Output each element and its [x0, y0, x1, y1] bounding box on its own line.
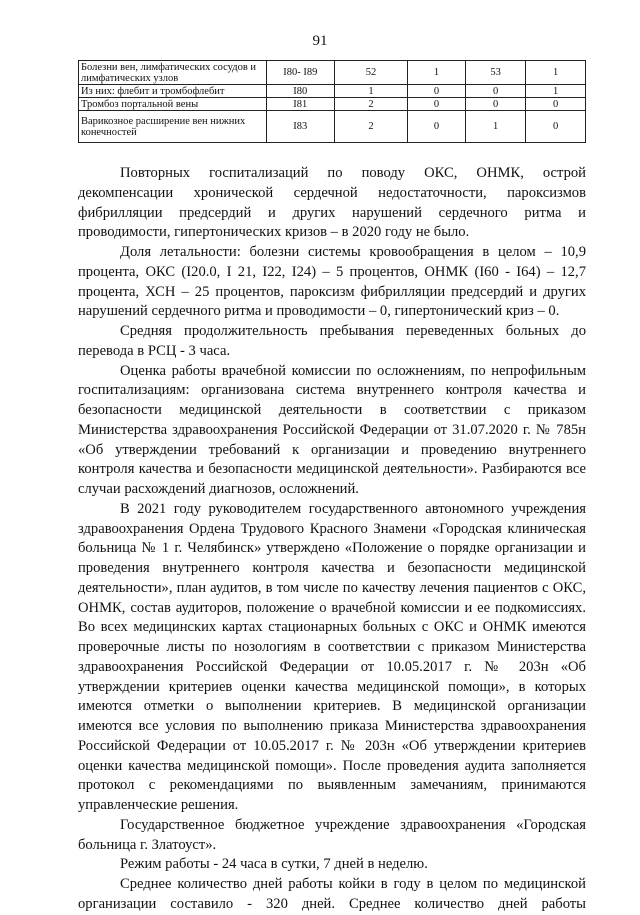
- table-cell-value: 2: [334, 111, 407, 143]
- paragraph: Режим работы - 24 часа в сутки, 7 дней в неделю.: [120, 856, 428, 873]
- table-cell-code: I80: [266, 85, 334, 98]
- table-cell-value: 1: [408, 61, 466, 85]
- paragraph: Доля летальности: болезни системы кровообращения в целом – 10,9 процента, ОКС (I20.0, I 21, I22, I24) – 5 процентов, ОНМК (I60 - I64) – 12,7 процента, ХСН – 25 процентов, пароксизм фибрилляции предсердий и других нарушений сердечного ритма и проводимости – 0, гипертонический криз – 0.: [78, 244, 586, 320]
- table-cell-value: 2: [334, 98, 407, 111]
- table-cell-name: Тромбоз портальной вены: [79, 98, 267, 111]
- table-cell-value: 0: [466, 85, 526, 98]
- table-cell-name: Из них: флебит и тромбофлебит: [79, 85, 267, 98]
- table-cell-code: I81: [266, 98, 334, 111]
- paragraph: Государственное бюджетное учреждение здравоохранения «Городская больница г. Златоуст».: [78, 816, 586, 853]
- table-cell-value: 0: [526, 111, 586, 143]
- table-cell-value: 53: [466, 61, 526, 85]
- paragraph: В 2021 году руководителем государственного автономного учреждения здравоохранения Ордена Трудового Красного Знамени «Городская клиническая больница № 1 г. Челябинск» утверждено «Положение о порядке организации и проведения внутреннего контроля качества и безопасности медицинской деятельности», план аудитов, в том числе по качеству лечения пациентов с ОКС, ОНМК, состав аудиторов, положение о врачебной комиссии и ее подкомиссиях. Во всех медицинских картах стационарных больных с ОКС и ОНМК имеются проверочные листы по нозологиям в соответствии с приказом Министерства здравоохранения Российской Федерации от 10.05.2017 г. № 203н «Об утверждении критериев оценки качества медицинской помощи», в которых имеются отметки о выполнении критериев. В медицинской организации имеются все условия по выполнению приказа Министерства здравоохранения Российской Федерации от 10.05.2017 г. № 203н «Об утверждении критериев оценки качества медицинской помощи». После проведения аудита заполняется протокол с рекомендациями по выявленным замечаниям, принимаются управленческие решения.: [78, 500, 586, 813]
- document-body: [78, 164, 586, 915]
- paragraph: Оценка работы врачебной комиссии по осложнениям, по непрофильным госпитализациям: организована система внутреннего контроля качества и безопасности медицинской деятельности в соответствии с приказом Министерства здравоохранения Российской Федерации от 31.07.2020 г. № 785н «Об утверждении требований к организации и проведению внутреннего контроля качества и безопасности медицинской деятельности». Разбираются все случаи расхождений диагнозов, осложнений.: [78, 362, 586, 497]
- table-row: [79, 111, 586, 143]
- table-cell-name: Варикозное расширение вен нижних конечностей: [79, 111, 267, 143]
- table-cell-name: Болезни вен, лимфатических сосудов и лимфатических узлов: [79, 61, 267, 85]
- table-cell-value: 0: [408, 85, 466, 98]
- paragraph: Средняя продолжительность пребывания переведенных больных до перевода в РСЦ - 3 часа.: [78, 323, 586, 359]
- table-cell-value: 0: [408, 98, 466, 111]
- table-cell-value: 0: [408, 111, 466, 143]
- statistics-table: [78, 60, 586, 143]
- table-row: [79, 85, 586, 98]
- table-cell-value: 0: [466, 98, 526, 111]
- table-cell-value: 0: [526, 98, 586, 111]
- table-row: [79, 98, 586, 111]
- table-cell-value: 1: [466, 111, 526, 143]
- paragraph: Среднее количество дней работы койки в году в целом по медицинской организации составило - 320 дней. Среднее количество дней работы: [78, 876, 586, 912]
- table-cell-value: 1: [526, 85, 586, 98]
- table-cell-value: 1: [526, 61, 586, 85]
- page-number: 91: [312, 33, 328, 49]
- table-row: [79, 61, 586, 85]
- table-cell-value: 52: [334, 61, 407, 85]
- paragraph: Повторных госпитализаций по поводу ОКС, ОНМК, острой декомпенсации хронической сердечной недостаточности, пароксизмов фибрилляции предсердий и других нарушений сердечного ритма и проводимости, гипертонических кризов – в 2020 году не было.: [78, 165, 586, 241]
- table-cell-code: I83: [266, 111, 334, 143]
- table-cell-code: I80- I89: [266, 61, 334, 85]
- table-cell-value: 1: [334, 85, 407, 98]
